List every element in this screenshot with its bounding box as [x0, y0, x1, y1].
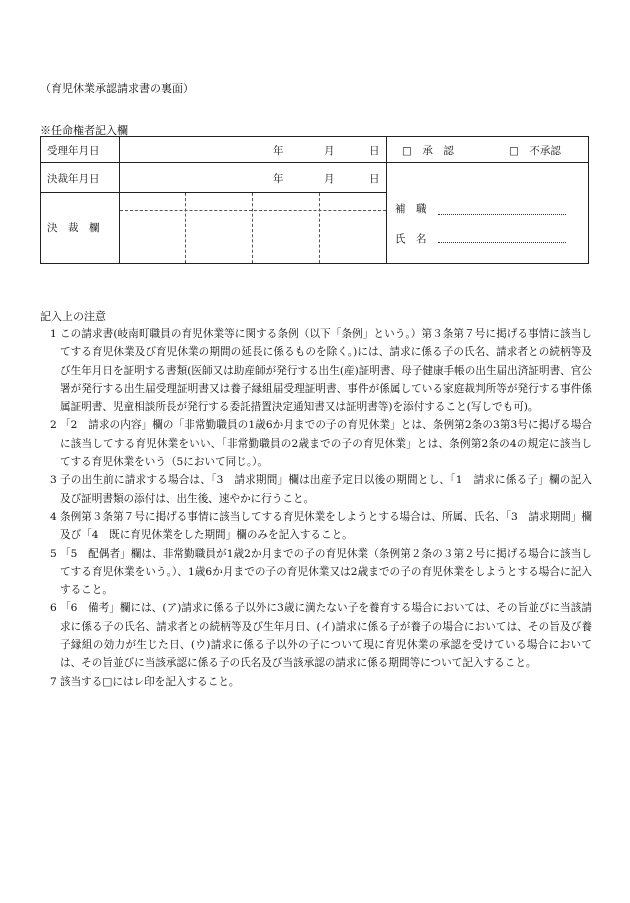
note-item — [40, 471, 592, 508]
decision-divider — [252, 193, 253, 263]
decision-year-label: 年 — [273, 173, 284, 185]
received-day-label: 日 — [369, 145, 380, 157]
name-entry-line[interactable] — [438, 242, 566, 243]
note-item — [40, 416, 592, 471]
note-text: 「2 請求の内容」欄の「非常勤職員の1歳6か月までの子の育児休業」とは、条例第2条の3第3号に掲げる場合に該当してする育児休業をいい、「非常勤職員の2歳までの子の育児休業」とは、条例第2条の4の規定に該当してする育児休業をいう（5において同じ。）。 — [60, 419, 592, 469]
note-number: 4 — [50, 510, 57, 523]
decision-divider — [185, 193, 186, 263]
received-date-label: 受理年月日 — [47, 145, 100, 157]
notes-list — [40, 325, 592, 691]
note-item — [40, 325, 592, 416]
right-column-divider — [386, 137, 387, 263]
note-text: 「6 備考」欄には、(ア)請求に係る子以外に3歳に満たない子を養育する場合においては、その旨並びに当該請求に係る子の氏名、請求者との続柄等及び生年月日、(イ)請求に係る子が養子の場合においては、その旨及び養子縁組の効力が生じた日、(ウ)請求に係る子以外の子について現に育児休業の承認を受けている場合においては、その旨並びに当該承認に係る子の氏名及び当該承認の請求に係る期間等について記入すること。 — [60, 602, 592, 670]
received-month-label: 月 — [324, 145, 335, 157]
decision-date-label: 決裁年月日 — [47, 173, 100, 185]
section-label: ※任命権者記入欄 — [40, 124, 128, 137]
decision-divider — [120, 210, 386, 211]
note-number: 5 — [50, 547, 57, 560]
note-text: 該当する□にはレ印を記入すること。 — [60, 675, 240, 688]
note-number: 2 — [50, 419, 57, 432]
decision-column-label: 決 裁 欄 — [47, 222, 100, 234]
note-item — [40, 545, 592, 600]
position-entry-line[interactable] — [438, 214, 566, 215]
note-number: 7 — [50, 675, 57, 688]
approve-checkbox[interactable]: □ 承 認 — [402, 145, 454, 157]
note-item — [40, 673, 592, 691]
note-text: 条例第３条第７号に掲げる事情に該当してする育児休業をしようとする場合は、所属、氏名、「3 請求期間」欄及び「4 既に育児休業をした期間」欄のみを記入すること。 — [60, 510, 592, 542]
note-number: 6 — [50, 602, 57, 615]
approval-form-table — [40, 136, 589, 264]
label-column-divider — [119, 137, 120, 263]
disapprove-checkbox[interactable]: □ 不承認 — [509, 145, 561, 157]
row-divider — [41, 192, 386, 193]
note-text: 「5 配偶者」欄は、非常勤職員が1歳2か月までの子の育児休業（条例第２条の３第２号に掲げる場合に該当してする育児休業をいう。）、1歳6か月までの子の育児休業又は2歳までの子の育児休業をしようとする場合に記入すること。 — [60, 547, 592, 597]
note-item — [40, 599, 592, 672]
received-year-label: 年 — [273, 145, 284, 157]
row-divider — [41, 162, 588, 163]
notes-title: 記入上の注意 — [40, 310, 106, 323]
name-label: 氏 名 — [395, 233, 427, 245]
note-number: 1 — [50, 328, 57, 340]
note-text: 子の出生前に請求する場合は、「3 請求期間」欄は出産予定日以後の期間とし、「1 請求に係る子」欄の記入及び証明書類の添付は、出生後、速やかに行うこと。 — [60, 474, 592, 505]
decision-divider — [319, 193, 320, 263]
decision-day-label: 日 — [369, 173, 380, 185]
position-label: 補 職 — [395, 203, 427, 215]
note-number: 3 — [50, 474, 57, 487]
note-item — [40, 508, 592, 545]
page-title: （育児休業承認請求書の裏面） — [40, 82, 194, 95]
decision-month-label: 月 — [324, 173, 335, 185]
note-text: この請求書(岐南町職員の育児休業等に関する条例（以下「条例」という。）第３条第７号に掲げる事情に該当してする育児休業及び育児休業の期間の延長に係るものを除く。)には、請求に係る子の氏名、請求者との続柄等及び生年月日を証明する書類(医師又は助産師が発行する出生(産)証明書、母子健康手帳の出生届出済証明書、官公署が発行する出生届受理証明書又は養子縁組届受理証明書、事件が係属している家庭裁判所等が発行する事件係属証明書、児童相談所長が発行する委託措置決定通知書又は証明書等)を添付すること(写しでも可)。 — [60, 328, 592, 414]
